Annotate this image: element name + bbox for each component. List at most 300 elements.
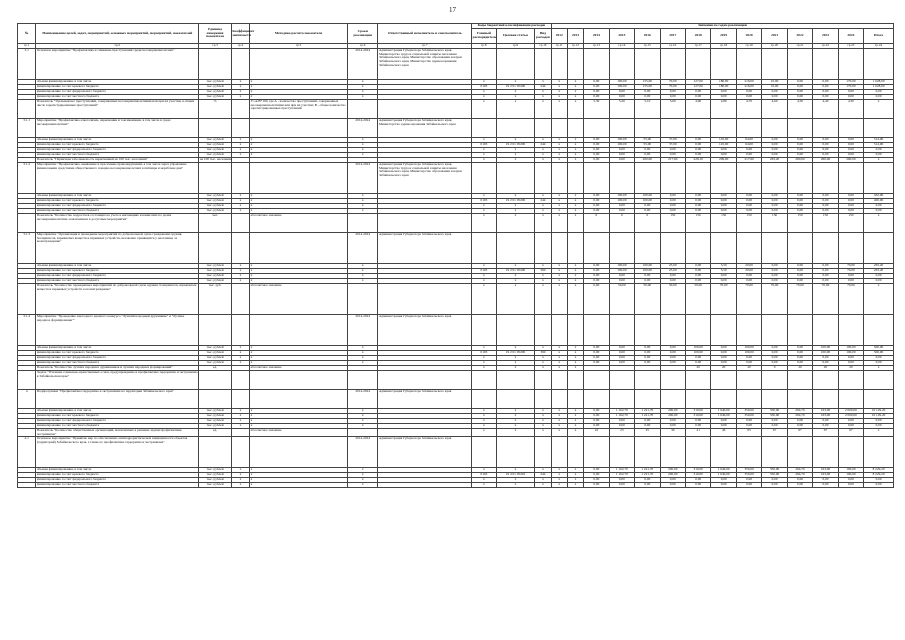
row-value: 0,00 — [762, 274, 787, 279]
row-value — [660, 119, 685, 138]
row-name: финансирование за счет местного бюджета — [36, 153, 199, 158]
row-value: 67 — [838, 429, 863, 437]
row-period: 2014-2024 — [347, 315, 378, 346]
row-value: x — [551, 274, 567, 279]
row-value: 70,00 — [787, 284, 812, 315]
row-unit — [199, 49, 232, 80]
header-period: Сроки реализации — [347, 24, 378, 44]
row-method: x — [250, 209, 348, 214]
row-value: 0,00 — [660, 274, 685, 279]
row-budget-type: x — [535, 409, 551, 414]
row-value: 100,00 — [635, 199, 660, 204]
row-value: 155,00 — [635, 80, 660, 85]
row-unit: тыс. рублей — [199, 85, 232, 90]
row-value: x — [567, 269, 583, 274]
row-value: 0,00 — [685, 274, 710, 279]
row-value: 0,00 — [609, 158, 634, 163]
row-value: 0,00 — [813, 85, 838, 90]
row-value: 50,00 — [609, 284, 634, 315]
row-budget-type: x — [535, 100, 551, 119]
row-value — [762, 371, 787, 390]
row-value: 0,00 — [736, 356, 761, 361]
row-budget-type: x — [535, 414, 551, 419]
table-row — [18, 100, 894, 119]
row-value: 0,00 — [584, 361, 609, 366]
row-coef: x — [231, 204, 249, 209]
row-coef: x — [231, 209, 249, 214]
row-budget-admin: x — [472, 100, 496, 119]
row-value: 0,00 — [736, 199, 761, 204]
row-coef — [231, 163, 249, 194]
row-value — [762, 119, 787, 138]
row-value: 0,00 — [584, 473, 609, 478]
row-responsible: Администрация Губернатора Забайкальского края, Министерство труда и социальной защиты населения Забайкальского края, Министерство образования и науки Забайкальского края — [378, 163, 472, 194]
row-budget-article: x — [496, 468, 535, 473]
row-budget-admin: x — [472, 483, 496, 488]
row-value: 100,00 — [609, 138, 634, 143]
row-name: финансирование за счет краевого бюджета — [36, 199, 199, 204]
row-coef: x — [231, 80, 249, 85]
row-value: x — [551, 473, 567, 478]
row-value: 0,00 — [787, 274, 812, 279]
row-value: 0,00 — [635, 274, 660, 279]
row-period: x — [347, 409, 378, 414]
row-value: 0,00 — [787, 95, 812, 100]
row-total: x — [864, 366, 894, 371]
row-budget-admin — [472, 233, 496, 264]
row-method: x — [250, 148, 348, 153]
row-unit: тыс. рублей — [199, 209, 232, 214]
row-period — [347, 371, 378, 390]
row-value — [609, 49, 634, 80]
column-number: гр.13 — [584, 44, 609, 49]
row-name: Мероприятие "Проведение ежегодного краевого конкурса "Лучший народный дружинник" и "Лучшее народное формирование"" — [36, 315, 199, 346]
row-value: 41 — [685, 429, 710, 437]
row-value: 0,00 — [685, 478, 710, 483]
row-value: 0,00 — [660, 148, 685, 153]
row-method: x — [250, 85, 348, 90]
row-value: 0,00 — [736, 194, 761, 199]
row-value — [711, 315, 736, 346]
row-value: 4,70 — [736, 100, 761, 119]
row-value: 155,00 — [635, 85, 660, 90]
row-budget-article — [496, 49, 535, 80]
row-value: 0,00 — [660, 199, 685, 204]
row-total: 400,00 — [864, 199, 894, 204]
row-value: 0,00 — [685, 199, 710, 204]
table-row — [18, 119, 894, 138]
row-coef: x — [231, 351, 249, 356]
row-value: x — [567, 483, 583, 488]
row-name: финансирование за счет федерального бюджета — [36, 478, 199, 483]
row-value: x — [551, 269, 567, 274]
row-value — [736, 390, 761, 409]
row-value: x — [567, 361, 583, 366]
row-coef: x — [231, 483, 249, 488]
row-value — [762, 163, 787, 194]
row-value: 0,00 — [635, 351, 660, 356]
row-total — [864, 437, 894, 468]
row-budget-article: x — [496, 356, 535, 361]
row-budget-admin — [472, 163, 496, 194]
row-value: x — [551, 409, 567, 414]
row-value — [762, 315, 787, 346]
row-value: x — [567, 264, 583, 269]
header-total: Итого — [864, 29, 894, 44]
row-value: x — [567, 366, 583, 371]
row-period: x — [347, 346, 378, 351]
row-value — [685, 390, 710, 409]
row-value: 0,00 — [711, 194, 736, 199]
row-value: 55,00 — [635, 143, 660, 148]
row-value: 0,00 — [609, 346, 634, 351]
row-value: 0,00 — [838, 274, 863, 279]
row-name: финансирование за счет федерального бюджета — [36, 148, 199, 153]
row-value — [584, 49, 609, 80]
row-unit: тыс. рублей — [199, 194, 232, 199]
row-name: финансирование за счет местного бюджета — [36, 424, 199, 429]
row-value — [609, 371, 634, 390]
row-value: 0,00 — [609, 419, 634, 424]
row-method: x — [250, 424, 348, 429]
row-number: 3.1.2 — [18, 163, 36, 194]
row-name: финансирование за счет федерального бюджета — [36, 204, 199, 209]
row-value: 0,00 — [609, 204, 634, 209]
row-value: 0,00 — [711, 209, 736, 214]
row-method: x — [250, 468, 348, 473]
row-coef: x — [231, 409, 249, 414]
row-value: 0,00 — [584, 279, 609, 284]
row-budget-admin: x — [472, 468, 496, 473]
row-coef: x — [231, 269, 249, 274]
row-name: финансирование за счет местного бюджета — [36, 95, 199, 100]
row-value: 0,00 — [584, 85, 609, 90]
row-name: Показатель "Количество лучших народных дружинников и лучших народных формирований" — [36, 366, 199, 371]
row-budget-article: 19 2 01 05200 — [496, 143, 535, 148]
row-value: 145,00 — [711, 138, 736, 143]
row-method — [250, 390, 348, 409]
column-number: гр.3 — [199, 44, 232, 49]
row-value: 0,00 — [711, 478, 736, 483]
row-budget-article: 19 4 01 05202 — [496, 473, 535, 478]
row-value: 0,00 — [838, 424, 863, 429]
row-total: 0,00 — [864, 90, 894, 95]
header-coef: Коэффициент значимости — [231, 24, 249, 44]
row-unit — [199, 371, 232, 390]
row-period: 2014-2024 — [347, 233, 378, 264]
row-value: 170,00 — [838, 85, 863, 90]
row-period: 2014-2024 — [347, 119, 378, 138]
row-value — [584, 390, 609, 409]
row-value — [838, 437, 863, 468]
row-value — [551, 437, 567, 468]
row-value: 260,00 — [813, 158, 838, 163]
row-value: 4,80 — [711, 100, 736, 119]
header-year-2017: 2017 — [660, 29, 685, 44]
row-value: x — [551, 284, 567, 315]
row-value: x — [567, 80, 583, 85]
row-value: x — [567, 473, 583, 478]
row-value — [813, 390, 838, 409]
row-budget-type — [535, 119, 551, 138]
row-unit: тыс. рублей — [199, 351, 232, 356]
row-value: 0,00 — [838, 138, 863, 143]
row-coef: x — [231, 194, 249, 199]
row-value: 0,00 — [584, 153, 609, 158]
row-unit: тыс. рублей — [199, 153, 232, 158]
row-budget-article: x — [496, 279, 535, 284]
column-number: гр.5 — [250, 44, 348, 49]
row-name: объемы финансирования, в том числе — [36, 194, 199, 199]
header-responsible: Ответственный исполнитель и соисполнитель — [378, 24, 472, 44]
row-total — [864, 163, 894, 194]
row-name: Основное мероприятие "Профилактика и снижение преступлений среди несовершеннолетних" — [36, 49, 199, 80]
row-budget-type: x — [535, 158, 551, 163]
row-value: 0,00 — [584, 424, 609, 429]
row-value: 70,00 — [762, 284, 787, 315]
row-budget-admin: x — [472, 361, 496, 366]
row-budget-type: x — [535, 356, 551, 361]
row-value: 260,00 — [838, 158, 863, 163]
table-row — [18, 437, 894, 468]
row-total: x — [864, 158, 894, 163]
row-value: 100,00 — [838, 473, 863, 478]
row-value: 1 162,70 — [609, 468, 634, 473]
row-budget-article: x — [496, 153, 535, 158]
row-budget-article: 19 2 01 05200 — [496, 269, 535, 274]
row-budget-article — [496, 371, 535, 390]
row-value: 37,00 — [660, 138, 685, 143]
column-number: гр.14 — [609, 44, 634, 49]
row-unit: чел. — [199, 214, 232, 233]
row-value: 310,00 — [685, 473, 710, 478]
row-value: 100,00 — [635, 264, 660, 269]
row-value: 0,00 — [813, 194, 838, 199]
row-value: 0,00 — [762, 199, 787, 204]
row-total: 432,00 — [864, 194, 894, 199]
row-value: 0,00 — [685, 194, 710, 199]
row-value: x — [567, 429, 583, 437]
row-value — [736, 119, 761, 138]
row-value — [609, 233, 634, 264]
row-coef: x — [231, 199, 249, 204]
row-value: 350,00 — [736, 473, 761, 478]
row-budget-admin: x — [472, 414, 496, 419]
row-value — [787, 233, 812, 264]
row-period: x — [347, 85, 378, 90]
row-method: x — [250, 419, 348, 424]
row-value: 0,00 — [736, 478, 761, 483]
column-number: гр.7 — [378, 44, 472, 49]
row-value — [551, 49, 567, 80]
row-budget-article — [496, 390, 535, 409]
row-total: 263,20 — [864, 269, 894, 274]
row-value: 0 — [609, 214, 634, 233]
row-value: x — [551, 80, 567, 85]
row-value: 70,00 — [711, 284, 736, 315]
row-number — [18, 371, 36, 390]
row-value: 0,00 — [762, 95, 787, 100]
row-value: 0,00 — [762, 424, 787, 429]
row-total: x — [864, 100, 894, 119]
row-value — [685, 49, 710, 80]
row-value: 350,00 — [762, 468, 787, 473]
row-value: 350,00 — [762, 409, 787, 414]
row-value: x — [567, 90, 583, 95]
row-value — [685, 163, 710, 194]
row-number — [18, 214, 36, 233]
row-value: 1 640,00 — [711, 409, 736, 414]
row-value: 4,50 — [787, 100, 812, 119]
row-value: 0,00 — [838, 419, 863, 424]
row-value: 5,50 — [711, 269, 736, 274]
column-number: гр.21 — [787, 44, 812, 49]
row-coef: x — [231, 279, 249, 284]
row-value: 0,00 — [685, 95, 710, 100]
row-value: 64,00 — [736, 138, 761, 143]
row-value: 0,00 — [635, 209, 660, 214]
row-unit: тыс. рублей — [199, 356, 232, 361]
row-coef: x — [231, 424, 249, 429]
row-unit: тыс. рублей — [199, 138, 232, 143]
row-total: 0,00 — [864, 361, 894, 366]
column-number: гр.9 — [496, 44, 535, 49]
row-value: x — [567, 279, 583, 284]
row-name: финансирование за счет краевого бюджета — [36, 473, 199, 478]
row-value: 0,00 — [660, 351, 685, 356]
table-row — [18, 371, 894, 390]
row-value — [635, 163, 660, 194]
row-value: 0,00 — [685, 204, 710, 209]
row-value: 163,00 — [813, 414, 838, 419]
row-total — [864, 233, 894, 264]
row-value: 0,00 — [787, 424, 812, 429]
row-value: 0,00 — [660, 356, 685, 361]
row-value: 0,00 — [813, 209, 838, 214]
row-value — [838, 233, 863, 264]
row-value: x — [551, 264, 567, 269]
row-name: Мероприятие "Профилактика, выявление и пресечение правонарушений, в том числе через управление финансовыми средствами общественного порядка несовершеннолетних в пятницы и нерабочие дни" — [36, 163, 199, 194]
row-value — [813, 163, 838, 194]
row-value: 0,00 — [838, 361, 863, 366]
row-budget-admin: x — [472, 424, 496, 429]
row-value: 0,00 — [685, 138, 710, 143]
row-value: 0,00 — [736, 361, 761, 366]
row-value — [838, 371, 863, 390]
row-value: 0,00 — [584, 209, 609, 214]
row-value: 0,00 — [813, 95, 838, 100]
row-period: x — [347, 473, 378, 478]
row-value: 163,00 — [813, 468, 838, 473]
row-value — [584, 371, 609, 390]
row-budget-admin: x — [472, 214, 496, 233]
row-period: x — [347, 95, 378, 100]
row-total: 10 129,20 — [864, 414, 894, 419]
row-value — [567, 49, 583, 80]
row-budget-article: x — [496, 158, 535, 163]
row-unit: тыс. рублей — [199, 143, 232, 148]
row-budget-article: 19 2 01 05200 — [496, 85, 535, 90]
row-budget-article — [496, 119, 535, 138]
row-value: 0,00 — [609, 95, 634, 100]
row-period: 2014-2024 — [347, 390, 378, 409]
row-value: 0,00 — [762, 204, 787, 209]
row-value: 0,00 — [813, 483, 838, 488]
row-value: 0,00 — [838, 356, 863, 361]
row-value — [551, 163, 567, 194]
row-value: 100,00 — [609, 85, 634, 90]
row-coef: x — [231, 356, 249, 361]
row-budget-type: x — [535, 95, 551, 100]
row-value — [551, 390, 567, 409]
row-budget-article: x — [496, 284, 535, 315]
row-value: 294,70 — [787, 473, 812, 478]
row-budget-admin: x — [472, 194, 496, 199]
row-value: 0,00 — [711, 153, 736, 158]
row-value: 0,00 — [711, 419, 736, 424]
row-value: 0,00 — [584, 194, 609, 199]
row-budget-admin: x — [472, 90, 496, 95]
row-value: 0,00 — [584, 351, 609, 356]
row-budget-article: x — [496, 264, 535, 269]
row-value: 36 — [660, 429, 685, 437]
row-value: 0,00 — [787, 279, 812, 284]
row-unit: тыс. рублей — [199, 204, 232, 209]
row-value: 0,00 — [660, 194, 685, 199]
row-value: x — [551, 194, 567, 199]
row-coef: x — [231, 473, 249, 478]
header-year-2020: 2020 — [736, 29, 761, 44]
row-budget-admin: x — [472, 409, 496, 414]
row-value — [711, 119, 736, 138]
row-value: 0,00 — [584, 143, 609, 148]
row-name: Показатель "Количество проведенных мероприятий по добровольной сдаче оружия, боеприпасов, взрывчатых веществ и взрывных устройств за вознаграждение" — [36, 284, 199, 315]
row-value: 20 — [813, 366, 838, 371]
row-value: 25,00 — [660, 269, 685, 274]
row-value: 217,60 — [736, 158, 761, 163]
row-coef: x — [231, 143, 249, 148]
row-value: 100,00 — [838, 346, 863, 351]
row-method: x — [250, 194, 348, 199]
row-value: 0 — [584, 214, 609, 233]
row-value — [762, 233, 787, 264]
row-value: 1 162,70 — [609, 473, 634, 478]
row-value: 25,00 — [660, 264, 685, 269]
row-value: 200,00 — [660, 409, 685, 414]
row-value: 163,00 — [813, 409, 838, 414]
row-value: 0,00 — [685, 269, 710, 274]
row-unit: тыс. рублей — [199, 414, 232, 419]
row-value: 0,00 — [762, 361, 787, 366]
row-period: x — [347, 90, 378, 95]
row-value — [635, 119, 660, 138]
row-name: финансирование за счет местного бюджета — [36, 279, 199, 284]
row-value: 23 — [609, 429, 634, 437]
row-period: x — [347, 209, 378, 214]
row-value: 0,00 — [813, 274, 838, 279]
row-unit: тыс. рублей — [199, 148, 232, 153]
row-value: 0,00 — [584, 274, 609, 279]
row-value: 150 — [736, 214, 761, 233]
row-method: x — [250, 279, 348, 284]
row-value: x — [551, 153, 567, 158]
row-value: x — [551, 424, 567, 429]
row-total — [864, 119, 894, 138]
row-value — [609, 163, 634, 194]
row-value: 0,00 — [762, 419, 787, 424]
row-value — [762, 390, 787, 409]
row-budget-article: x — [496, 95, 535, 100]
